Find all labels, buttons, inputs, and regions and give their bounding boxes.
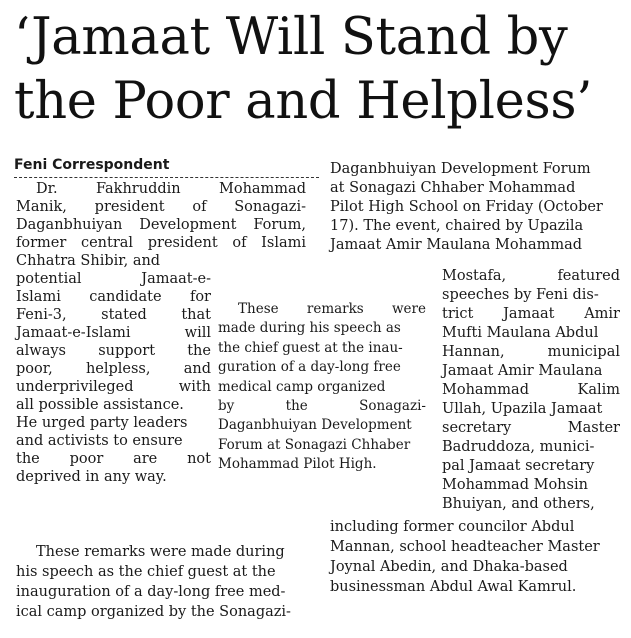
col2-line-7: speeches by Feni dis- bbox=[442, 287, 599, 303]
pull-line-8: Forum at Sonagazi Chhaber bbox=[218, 436, 411, 453]
pull-line-1: These remarks were bbox=[238, 301, 426, 317]
col2-line-18: Bhuiyan, and others, bbox=[442, 496, 595, 512]
col1-line-6: potential Jamaat-e- bbox=[16, 271, 211, 287]
col2-line-9: Mufti Maulana Abdul bbox=[442, 325, 599, 341]
col2-line-20: Mannan, school headteacher Master bbox=[330, 539, 600, 555]
col2-line-15: Badruddoza, munici- bbox=[442, 439, 595, 455]
col1-line-15: and activists to ensure bbox=[16, 433, 183, 449]
headline-line-2: the Poor and Helpless’ bbox=[14, 72, 593, 131]
col2-line-17: Mohammad Mohsin bbox=[442, 477, 588, 493]
pull-line-5: medical camp organized bbox=[218, 378, 386, 395]
col1-line-1: Dr. Fakhruddin Mohammad bbox=[36, 181, 306, 197]
pull-line-3: the chief guest at the inau- bbox=[218, 339, 403, 356]
col1-line-8: Feni-3, stated that bbox=[16, 307, 211, 323]
col1-line-17: deprived in any way. bbox=[16, 469, 167, 485]
col1-line-16: the poor are not bbox=[16, 451, 211, 467]
col1-line-18: These remarks were made during bbox=[36, 544, 285, 560]
col1-line-21: ical camp organized by the Sonagazi- bbox=[16, 604, 291, 620]
col2-line-12: Mohammad Kalim bbox=[442, 382, 620, 398]
col2-line-13: Ullah, Upazila Jamaat bbox=[442, 401, 603, 417]
pull-line-7: Daganbhuiyan Development bbox=[218, 417, 412, 434]
pull-quote bbox=[218, 300, 426, 475]
col1-line-9: Jamaat-e-Islami will bbox=[16, 325, 211, 341]
col2-line-21: Joynal Abedin, and Dhaka-based bbox=[330, 559, 568, 575]
col2-line-11: Jamaat Amir Maulana bbox=[442, 363, 603, 379]
col2-line-10: Hannan, municipal bbox=[442, 344, 620, 360]
col1-line-5: Chhatra Shibir, and bbox=[16, 253, 161, 269]
col1-line-14: He urged party leaders bbox=[16, 415, 188, 431]
pull-line-2: made during his speech as bbox=[218, 320, 401, 337]
col1-line-13: all possible assistance. bbox=[16, 397, 184, 413]
col1-line-19: his speech as the chief guest at the bbox=[16, 564, 276, 580]
col2-line-19: including former councilor Abdul bbox=[330, 519, 575, 535]
col2-line-8: trict Jamaat Amir bbox=[442, 306, 620, 322]
col2-line-14: secretary Master bbox=[442, 420, 620, 436]
col1-line-4: former central president of Islami bbox=[16, 235, 306, 251]
col1-line-20: inauguration of a day-long free med- bbox=[16, 584, 286, 600]
col2-line-22: businessman Abdul Awal Kamrul. bbox=[330, 579, 577, 595]
col1-line-12: underprivileged with bbox=[16, 379, 211, 395]
col2-line-6: Mostafa, featured bbox=[442, 268, 620, 284]
col1-line-11: poor, helpless, and bbox=[16, 361, 211, 377]
col2-line-2: at Sonagazi Chhaber Mohammad bbox=[330, 180, 576, 196]
col2-line-5: Jamaat Amir Maulana Mohammad bbox=[330, 237, 583, 253]
pull-line-6: by the Sonagazi- bbox=[218, 398, 426, 415]
headline-line-1: ‘Jamaat Will Stand by bbox=[14, 8, 568, 67]
col2-line-3: Pilot High School on Friday (October bbox=[330, 199, 603, 215]
col2-line-4: 17). The event, chaired by Upazila bbox=[330, 218, 584, 234]
col1-line-2: Manik, president of Sonagazi- bbox=[16, 199, 306, 215]
pull-line-9: Mohammad Pilot High. bbox=[218, 456, 377, 473]
col2-line-16: pal Jamaat secretary bbox=[442, 458, 595, 474]
col1-line-3: Daganbhuiyan Development Forum, bbox=[16, 217, 306, 233]
byline: Feni Correspondent bbox=[14, 155, 319, 178]
col1-line-10: always support the bbox=[16, 343, 211, 359]
headline bbox=[14, 6, 624, 134]
col1-line-7: Islami candidate for bbox=[16, 289, 211, 305]
pull-line-4: guration of a day-long free bbox=[218, 359, 401, 376]
col2-line-1: Daganbhuiyan Development Forum bbox=[330, 161, 591, 177]
